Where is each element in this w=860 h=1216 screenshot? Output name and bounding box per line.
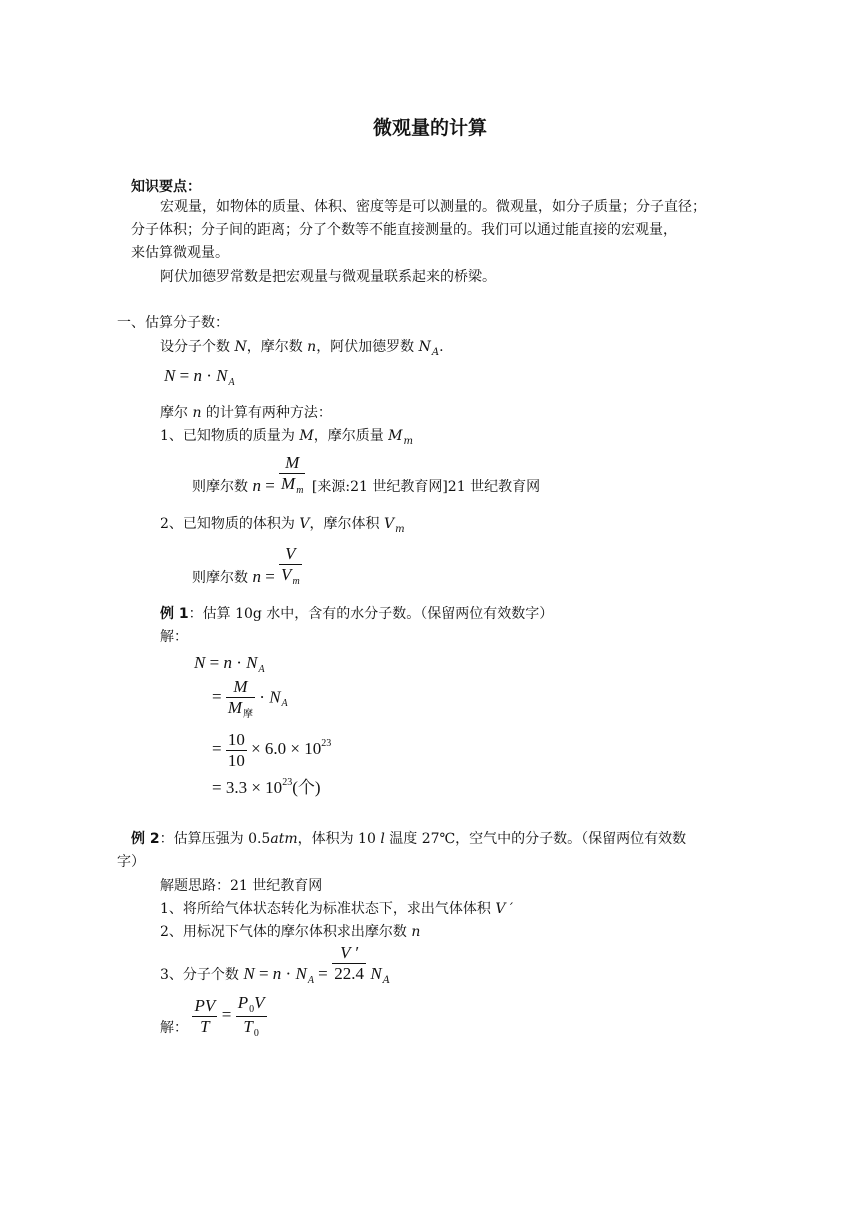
example-2-step-1: 1、将所给气体状态转化为标准状态下，求出气体体积 V ′ (160, 901, 514, 917)
example-2-thought: 解题思路：21 世纪教育网 (160, 878, 323, 894)
example-1-step-1: $N = n \cdot N_A$ (194, 653, 265, 675)
source-note: [来源:21 世纪教育网]21 世纪教育网 (311, 478, 541, 495)
knowledge-line-2: 分子体积；分子间的距离；分了个数等不能直接测量的。我们可以通过能直接的宏观量， (131, 222, 677, 238)
example-1-result: = $3.3 \times 10^{23}$(个) (212, 777, 321, 797)
example-2-question-wrap: 字） (117, 854, 145, 870)
formula-mole-mass: 则摩尔数 n = $\frac{M}{M_m}$ [来源:21 世纪教育网]21 世纪教育网 (192, 453, 541, 496)
fraction-V-over-Vm: $\frac{V}{V_m}$ (281, 544, 300, 587)
knowledge-para-2: 阿伏加德罗常数是把宏观量与微观量联系起来的桥梁。 (160, 269, 496, 285)
example-1-step-2: = $\frac{M}{M_摩}$ · $N_A$ (212, 677, 288, 720)
section-heading: 一、估算分子数： (117, 315, 229, 331)
example-2-step-3: 3、分子个数 $N = n \cdot N_A$ = $\frac{V '}{22.4}$ $N_A$ (160, 943, 390, 987)
example-1-solve-label: 解： (160, 629, 188, 645)
formula-mole-volume: 则摩尔数 n = $\frac{V}{V_m}$ (192, 544, 300, 587)
example-1-question: 例 1：估算 10g 水中，含有的水分子数。（保留两位有效数字） (160, 606, 554, 622)
page-title: 微观量的计算 (372, 117, 487, 139)
example-1-step-3: = $\frac{10}{10}$ × $6.0 \times 10^{23}$ (212, 730, 332, 770)
formula-avogadro: $N = n \cdot N_A$ (164, 366, 235, 388)
fraction-M-over-Mm: $\frac{M}{M_m}$ (281, 453, 304, 496)
knowledge-heading: 知识要点： (131, 179, 201, 195)
example-2-question: 例 2：估算压强为 0.5atm，体积为 10 l 温度 27℃，空气中的分子数。（保留两位有效数 (131, 831, 687, 847)
method-intro: 摩尔 n 的计算有两种方法： (160, 405, 332, 421)
method-2: 2、已知物质的体积为 V，摩尔体积 $V_m$ (160, 516, 405, 535)
definition-line: 设分子个数 N，摩尔数 n，阿伏加德罗数 $N_A$. (160, 339, 444, 358)
fraction-10-over-10: $\frac{10}{10}$ (227, 730, 245, 770)
fraction-Vprime-over-22-4: $\frac{V '}{22.4}$ (334, 943, 364, 983)
knowledge-line-1: 宏观量，如物体的质量、体积、密度等是可以测量的。微观量，如分子质量；分子直径； (160, 199, 706, 215)
fraction-PV-over-T: $\frac{PV}{T}$ (194, 995, 216, 1036)
fraction-M-over-Mmo: $\frac{M}{M_摩}$ (227, 677, 254, 720)
knowledge-line-3: 来估算微观量。 (131, 245, 229, 261)
fraction-P0V-over-T0: $\frac{P_0V}{T_0}$ (237, 993, 265, 1039)
method-1: 1、已知物质的质量为 M，摩尔质量 $M_m$ (160, 428, 413, 447)
example-2-solution: 解： $\frac{PV}{T}$ = $\frac{P_0V}{T_0}$ (160, 993, 265, 1039)
example-2-step-2: 2、用标况下气体的摩尔体积求出摩尔数 n (160, 924, 421, 940)
